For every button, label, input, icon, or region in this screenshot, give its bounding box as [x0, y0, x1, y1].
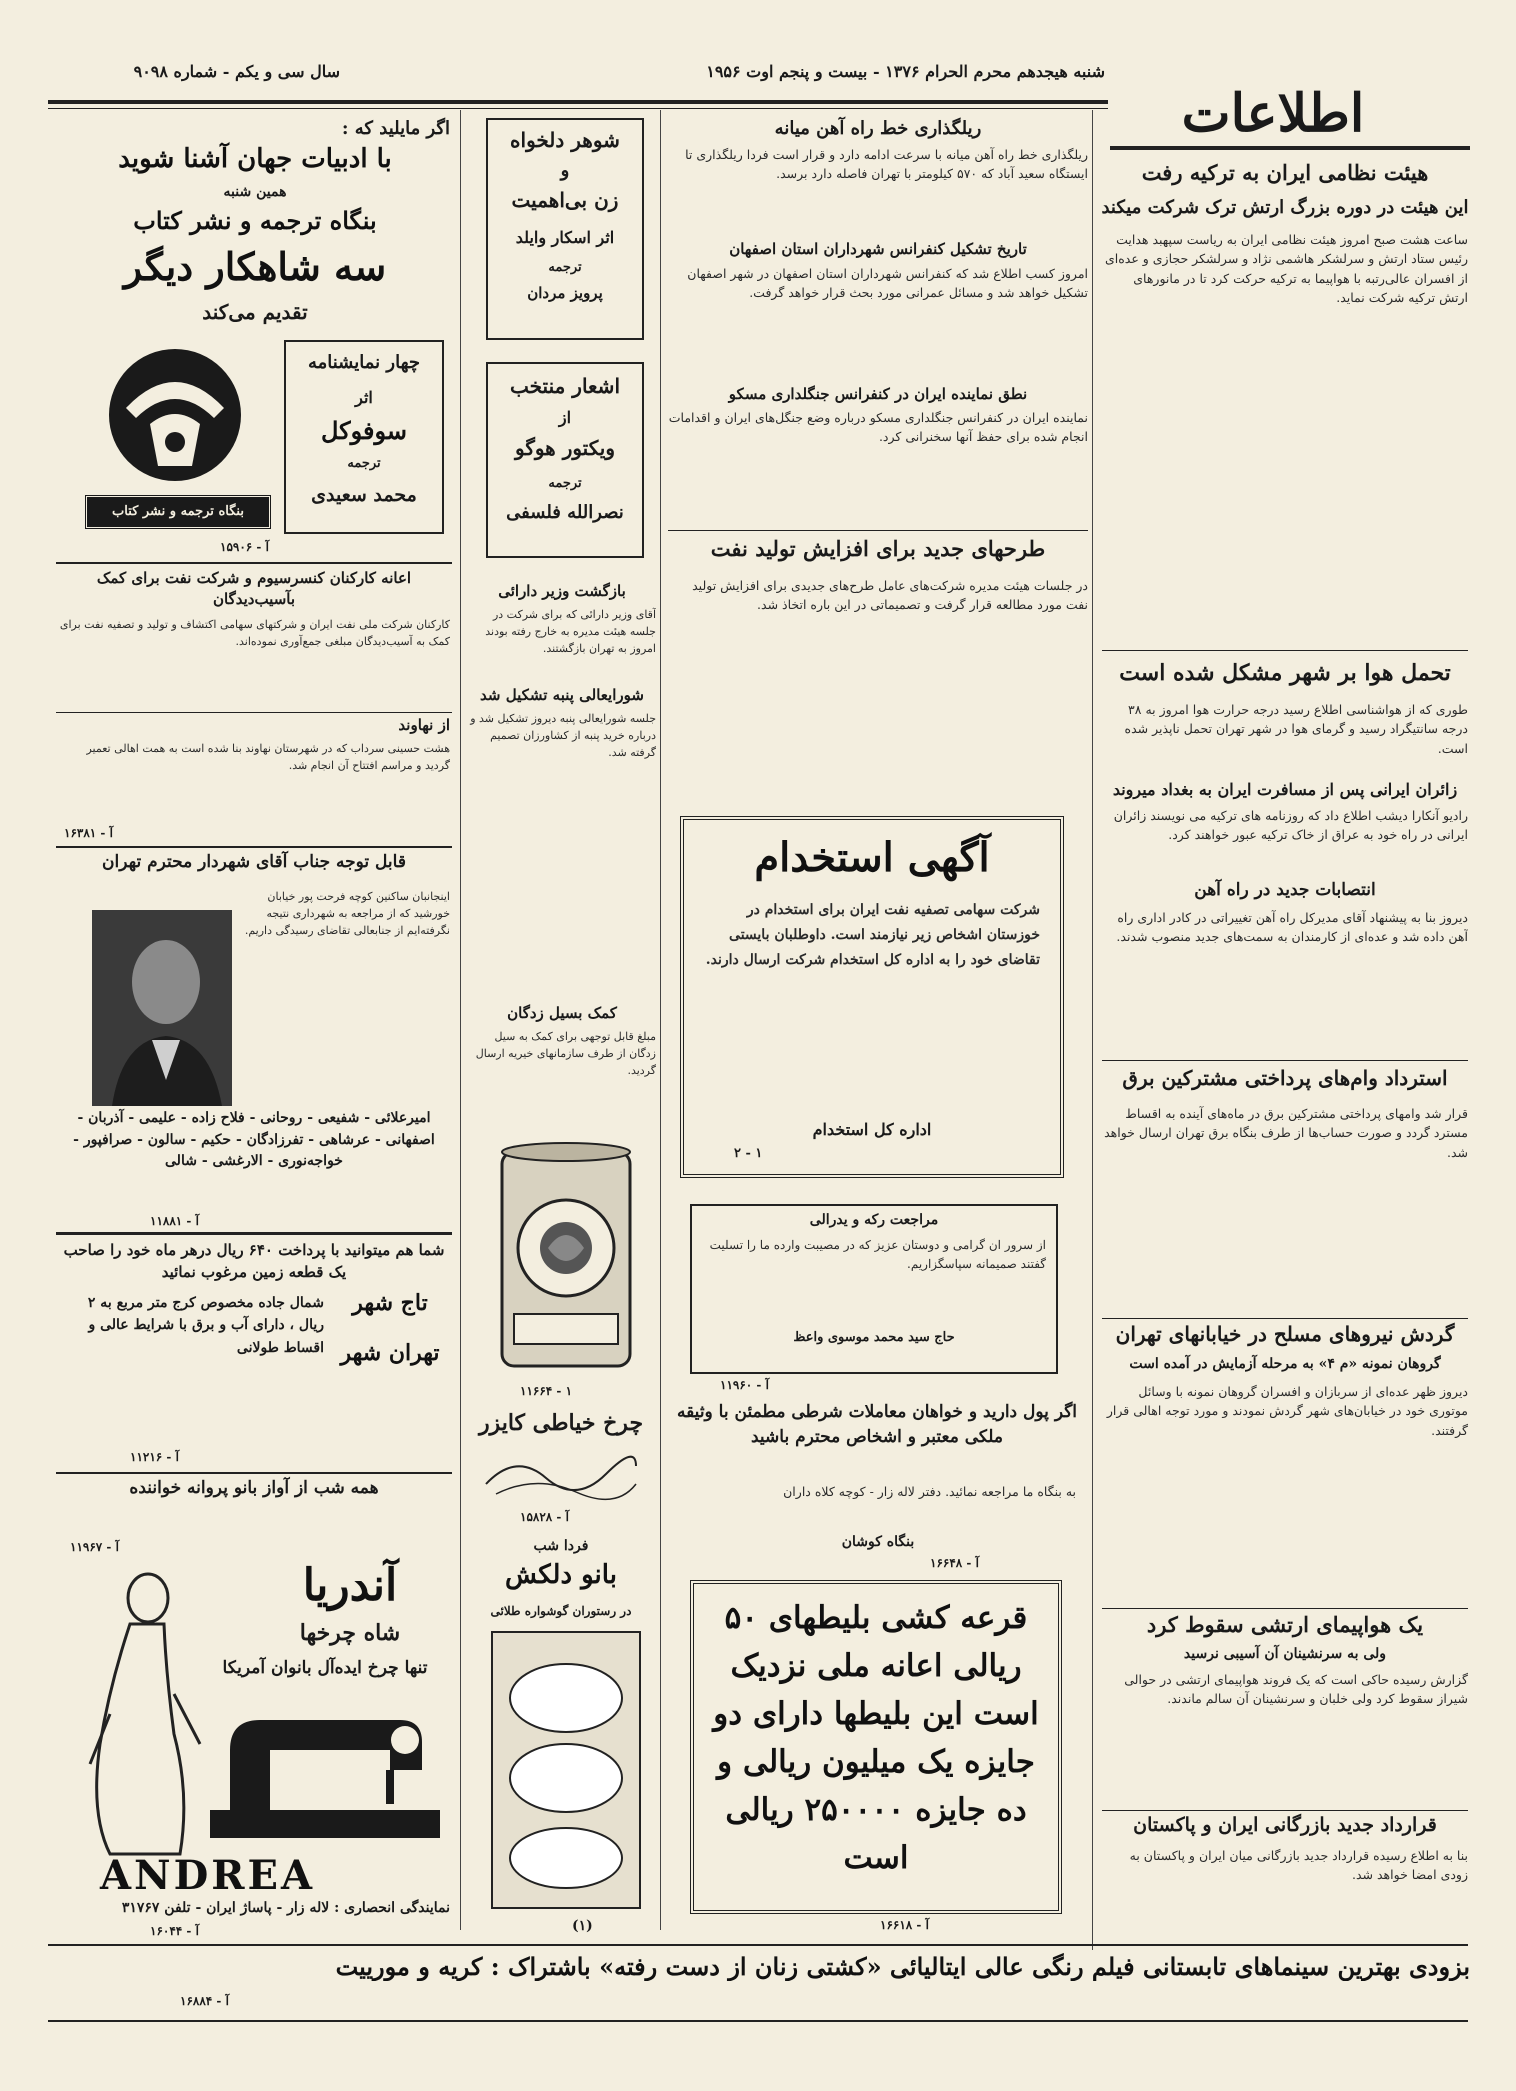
- loans-ad-signature: بنگاه کوشان: [841, 1534, 915, 1550]
- land-ad-ref: آ - ۱۱۲۱۶: [130, 1450, 179, 1464]
- bookpub-ad-line: با ادبیات جهان آشنا شوید: [118, 144, 392, 174]
- sophocles-book: چهار نمایشنامه: [307, 352, 421, 373]
- publisher-logo-banner: [84, 494, 272, 530]
- headline-oil-production: طرحهای جدید برای افزایش تولید نفت: [710, 536, 1046, 561]
- loans-ad-ref: آ - ۱۶۶۴۸: [930, 1556, 979, 1570]
- employment-ad-title: آگهی استخدام: [754, 834, 990, 881]
- oil-ad-ref: ۱۱۶۶۴ - ۱: [520, 1384, 573, 1398]
- land-ad-tehranshahr: تهران شهر: [340, 1340, 440, 1366]
- article-heat: طوری که از هواشناسی اطلاع رسید درجه حرارت هوا امروز به ۳۸ درجه سانتیگراد رسید و گرمای هوا در شهر تهران تحمل ناپذیر شده است.: [1124, 702, 1468, 756]
- mayor-notice-signatories: امیرعلائی - شفیعی - روحانی - فلاح زاده - علیمی - آذربان - اصفهانی - عرشاهی - تفرزادگان - حکیم - سالون - صرافپور - خواجه‌نوری - الارغشی - شالی: [73, 1110, 435, 1170]
- footer-ref: آ - ۱۶۸۸۴: [180, 1994, 229, 2008]
- condolence-title: مراجعت رکه و یدرالی: [809, 1212, 939, 1228]
- subhead-armed-forces: گروهان نمونه «م ۴» به مرحله آزمایش در آمده است: [1129, 1356, 1441, 1372]
- hugo-translator: نصرالله فلسفی: [506, 502, 624, 523]
- clm-ad-illustration: [486, 1628, 646, 1914]
- article-trade-pakistan: بنا به اطلاع رسیده قرارداد جدید بازرگانی میان ایران و پاکستان به زودی امضا خواهد شد.: [1129, 1848, 1468, 1883]
- subhead-military-delegation: این هیئت در دوره بزرگ ارتش ترک شرکت میکند: [1101, 197, 1469, 218]
- headline-flood-relief: کمک بسیل زدگان: [507, 1004, 617, 1022]
- hugo-translation-label: ترجمه: [548, 476, 582, 491]
- wilde-and: و: [560, 160, 570, 181]
- wilde-title2: زن بی‌اهمیت: [511, 188, 619, 212]
- article-oil-production: در جلسات هیئت مدیره شرکت‌های عامل طرح‌های جدیدی برای افزایش تولید نفت مورد مطالعه قرار گرفت و تصمیماتی در این باره اتخاذ شد.: [692, 578, 1088, 613]
- wilde-translation-label: ترجمه: [548, 260, 582, 275]
- book-ad-hugo: [486, 362, 644, 558]
- publisher-logo: [106, 346, 244, 484]
- loans-ad-body: به بنگاه ما مراجعه نمائید. دفتر لاله زار - کوچه کلاه داران: [783, 1484, 1076, 1499]
- article-armed-forces: دیروز ظهر عده‌ای از سربازان و افسران گروهان نمونه با وسائل موتوری خود در خیابان‌های شهر گردش نمودند و مورد توجه اهالی قرار گرفتند.: [1106, 1384, 1468, 1438]
- concert-singer: بانو دلکش: [505, 1560, 617, 1590]
- wilde-translator: پرویز مردان: [527, 284, 603, 302]
- headline-finance-minister: بازگشت وزیر دارائی: [498, 582, 626, 600]
- concert-venue: در رستوران گوشواره طلائی: [490, 1604, 632, 1618]
- condolence-ref: آ - ۱۱۹۶۰: [720, 1378, 769, 1392]
- sophocles-author: سوفوکل: [321, 416, 407, 445]
- nightly-singer-ref: آ - ۱۱۹۶۷: [70, 1540, 119, 1554]
- article-flood-relief: مبلغ قابل توجهی برای کمک به سیل زدگان از طرف سازمانهای خیریه ارسال گردید.: [475, 1030, 656, 1078]
- article-electricity-loans: قرار شد وامهای پرداختی مشترکین برق در ماه‌های آینده به اقساط مسترد گردد و صورت حساب‌ها از طرف بنگاه برق تهران ارسال خواهد شد.: [1104, 1106, 1468, 1160]
- lottery-ad: [690, 1580, 1062, 1914]
- footer-cinema-banner: بزودی بهترین سینماهای تابستانی فیلم رنگی عالی ایتالیائی «کشتی زنان از دست رفته» باشتراک : کریه و مورییت: [335, 1952, 1470, 1981]
- sophocles-book-box: [284, 340, 444, 534]
- bookpub-ad-publisher: بنگاه ترجمه و نشر کتاب: [133, 206, 377, 235]
- employment-ad-signature: اداره کل استخدام: [812, 1120, 932, 1139]
- headline-trade-pakistan: قرارداد جدید بازرگانی ایران و پاکستان: [1133, 1814, 1437, 1836]
- issue-line: سال سی و یکم - شماره ۹۰۹۸: [133, 62, 340, 81]
- employment-ad-ref: ۲ - ۱: [734, 1146, 763, 1161]
- article-plane-crash: گزارش رسیده حاکی است که یک فروند هواپیمای ارتشی در حوالی شیراز سقوط کرد ولی خلبان و سرنشینان آن سالم ماندند.: [1124, 1672, 1468, 1707]
- employment-ad: [680, 816, 1064, 1178]
- subhead-plane-crash: ولی به سرنشینان آن آسیبی نرسید: [1183, 1646, 1387, 1662]
- sophocles-translator: محمد سعیدی: [311, 484, 417, 506]
- article-finance-minister: آقای وزیر دارائی که برای شرکت در جلسه هیئت مدیره به خارج رفته بودند امروز به تهران بازگشتند.: [485, 608, 656, 656]
- date-line: شنبه هیجدهم محرم الحرام ۱۳۷۶ - بیست و پنجم اوت ۱۹۵۶: [706, 62, 1105, 81]
- vegetable-oil-can-illustration: [486, 1138, 646, 1378]
- nightly-singer-ad: همه شب از آواز بانو پروانه خواننده: [129, 1478, 379, 1498]
- andrea-brand-persian: آندریا: [302, 1560, 398, 1611]
- headline-mayor-notice: قابل توجه جناب آقای شهردار محترم تهران: [102, 852, 406, 872]
- headline-railway-appointments: انتصابات جدید در راه آهن: [1194, 880, 1376, 900]
- portrait-photo: [92, 910, 232, 1106]
- land-ad-tajshahr: تاج شهر: [352, 1290, 428, 1316]
- andrea-address: نمایندگی انحصاری : لاله زار - پاساژ ایران - تلفن ۳۱۷۶۷: [121, 1900, 450, 1916]
- article-military-delegation: ساعت هشت صبح امروز هیئت نظامی ایران به ریاست سپهبد هدایت رئیس ستاد ارتش و سرلشکر هاشمی نژاد و سرلشکر حجازی و عده‌ای از افسران عالی‌رتبه با هواپیما به ترکیه حرکت کرد تا در مانورهای ارتش ترکیه شرکت نماید.: [1104, 232, 1468, 306]
- employment-ad-body: شرکت سهامی تصفیه نفت ایران برای استخدام در خوزستان اشخاص زیر نیازمند است. داوطلبان بایستی تقاضای خود را به اداره کل استخدام شرکت ارسال دارند.: [705, 902, 1040, 969]
- article-railway-appointments: دیروز بنا به پیشنهاد آقای مدیرکل راه آهن تغییراتی در کادر اداری راه آهن داده شد و عده‌ای از کارمندان به سمت‌های جدید منصوب شدند.: [1116, 910, 1468, 945]
- headline-nahavand: از نهاوند: [398, 716, 450, 734]
- kaiser-ad-script: [476, 1444, 646, 1504]
- lottery-ad-text: قرعه کشی بلیطهای ۵۰ ریالی اعانه ملی نزدیک است این بلیطها دارای دو جایزه یک میلیون ریالی و ده جایزه ۲۵۰۰۰۰ ریالی است: [713, 1600, 1039, 1877]
- kaiser-ad-title: چرخ خیاطی کایزر: [478, 1410, 644, 1436]
- andrea-brand-latin: ANDREA: [100, 1852, 316, 1899]
- lottery-ad-ref: آ - ۱۶۶۱۸: [880, 1918, 929, 1932]
- article-pilgrims: رادیو آنکارا دیشب اطلاع داد که روزنامه های ترکیه می نویسند زائران ایرانی در راه خود به عراق از خاک ترکیه عبور خواهند کرد.: [1113, 808, 1468, 843]
- wilde-author: اثر اسکار وایلد: [515, 228, 615, 247]
- bookpub-ad-top: اگر مایلید که :: [341, 118, 450, 139]
- headline-isfahan-mayors: تاریخ تشکیل کنفرانس شهرداران استان اصفهان: [729, 240, 1027, 258]
- hugo-author: ویکتور هوگو: [515, 436, 615, 460]
- condolence-notice: [690, 1204, 1058, 1374]
- land-ad-headline: شما هم میتوانید با پرداخت ۶۴۰ ریال درهر ماه خود را صاحب یک قطعه زمین مرغوب نمائید: [63, 1241, 445, 1281]
- article-moscow-forestry: نماینده ایران در کنفرانس جنگلداری مسکو درباره وضع جنگل‌های ایران و اقدامات انجام شده برای حفظ آنها سخنرانی کرد.: [668, 410, 1088, 445]
- nahavand-ref: آ - ۱۶۳۸۱: [64, 826, 113, 840]
- andrea-subtitle: شاه چرخها: [299, 1620, 401, 1646]
- kaiser-ad-ref: آ - ۱۵۸۲۸: [520, 1510, 569, 1524]
- andrea-tagline: تنها چرخ ایده‌آل بانوان آمریکا: [222, 1658, 428, 1678]
- mayor-notice-ref: آ - ۱۱۸۸۱: [150, 1214, 199, 1228]
- bookpub-ad-week: همین شنبه: [223, 184, 287, 200]
- headline-military-delegation: هیئت نظامی ایران به ترکیه رفت: [1141, 160, 1429, 185]
- article-nahavand: هشت حسینی سرداب که در شهرستان نهاوند بنا شده است به همت اهالی تعمیر گردید و مراسم افتتاح آن انجام شد.: [86, 742, 450, 773]
- article-isfahan-mayors: امروز کسب اطلاع شد که کنفرانس شهرداران استان اصفهان در شهر اصفهان تشکیل خواهد شد و مسائل عمرانی مورد بحث قرار خواهد گرفت.: [687, 266, 1088, 301]
- sophocles-by: اثر: [355, 388, 373, 407]
- article-mayor-notice: اینجانبان ساکنین کوچه فرحت پور خیابان خورشید که از مراجعه به شهرداری نتیجه نگرفته‌ایم از جنابعالی تقاضای رسیدگی داریم.: [244, 890, 450, 938]
- article-mianeh-railway: ریلگذاری خط راه آهن میانه با سرعت ادامه دارد و قرار است فردا ریلگذاری تا ایستگاه سعید آباد که ۵۷۰ کیلومتر با تهران فاصله دارد برسد.: [685, 147, 1088, 182]
- headline-electricity-loans: استرداد وام‌های پرداختی مشترکین برق: [1122, 1066, 1448, 1090]
- loans-ad-title: اگر پول دارید و خواهان معاملات شرطی مطمئن با وثیقه ملکی معتبر و اشخاص محترم باشید: [676, 1402, 1078, 1447]
- headline-pilgrims: زائران ایرانی پس از مسافرت ایران به بغداد میروند: [1112, 780, 1458, 799]
- headline-cotton-council: شورایعالی پنبه تشکیل شد: [480, 686, 644, 704]
- headline-plane-crash: یک هواپیمای ارتشی سقوط کرد: [1146, 1612, 1424, 1637]
- sewing-machine-illustration: [200, 1700, 450, 1850]
- article-cotton-council: جلسه شورایعالی پنبه دیروز تشکیل شد و درباره خرید پنبه از کشاورزان تصمیم گرفته شد.: [470, 712, 656, 760]
- headline-armed-forces: گردش نیروهای مسلح در خیابانهای تهران: [1115, 1322, 1455, 1346]
- andrea-woman-illustration: [70, 1564, 210, 1864]
- condolence-signature: حاج سید محمد موسوی واعظ: [793, 1330, 955, 1345]
- article-consortium-donation: کارکنان شرکت ملی نفت ایران و شرکتهای سهامی اکتشاف و تولید و تصفیه نفت برای کمک به آسیب‌دیدگان مبلغی جمع‌آوری نموده‌اند.: [59, 618, 450, 649]
- land-ad-body: شمال جاده مخصوص کرج متر مربع به ۲ ریال ، دارای آب و برق با شرایط عالی و اقساط طولانی: [87, 1295, 324, 1356]
- headline-mianeh-railway: ریلگذاری خط راه آهن میانه: [774, 118, 982, 139]
- hugo-title: اشعار منتخب: [509, 374, 620, 398]
- bookpub-ad-offer: تقدیم می‌کند: [202, 300, 308, 324]
- andrea-ref: آ - ۱۶۰۴۴: [150, 1924, 199, 1938]
- book-ad-wilde: [486, 118, 644, 340]
- concert-tomorrow: فردا شب: [533, 1538, 589, 1554]
- wilde-title: شوهر دلخواه: [510, 128, 620, 152]
- publisher-logo-text: بنگاه ترجمه و نشر کتاب: [112, 504, 244, 519]
- bookpub-ad-title: سه شاهکار دیگر: [123, 244, 387, 289]
- headline-moscow-forestry: نطق نماینده ایران در کنفرانس جنگلداری مسکو: [728, 385, 1028, 403]
- condolence-body: از سرور ان گرامی و دوستان عزیز که در مصیبت وارده ما را تسلیت گفتند صمیمانه سپاسگزاریم.: [709, 1238, 1046, 1271]
- page-number: (۱): [572, 1918, 593, 1934]
- hugo-from: از: [558, 408, 572, 427]
- sophocles-translation-label: ترجمه: [347, 456, 381, 471]
- masthead-title: اطلاعات: [1181, 83, 1365, 144]
- headline-heat: تحمل هوا بر شهر مشکل شده است: [1119, 660, 1451, 686]
- headline-consortium-donation: اعانه کارکنان کنسرسیوم و شرکت نفت برای کمک بآسیب‌دیدگان: [96, 569, 412, 608]
- bookpub-ad-ref: آ - ۱۵۹۰۶: [220, 540, 269, 554]
